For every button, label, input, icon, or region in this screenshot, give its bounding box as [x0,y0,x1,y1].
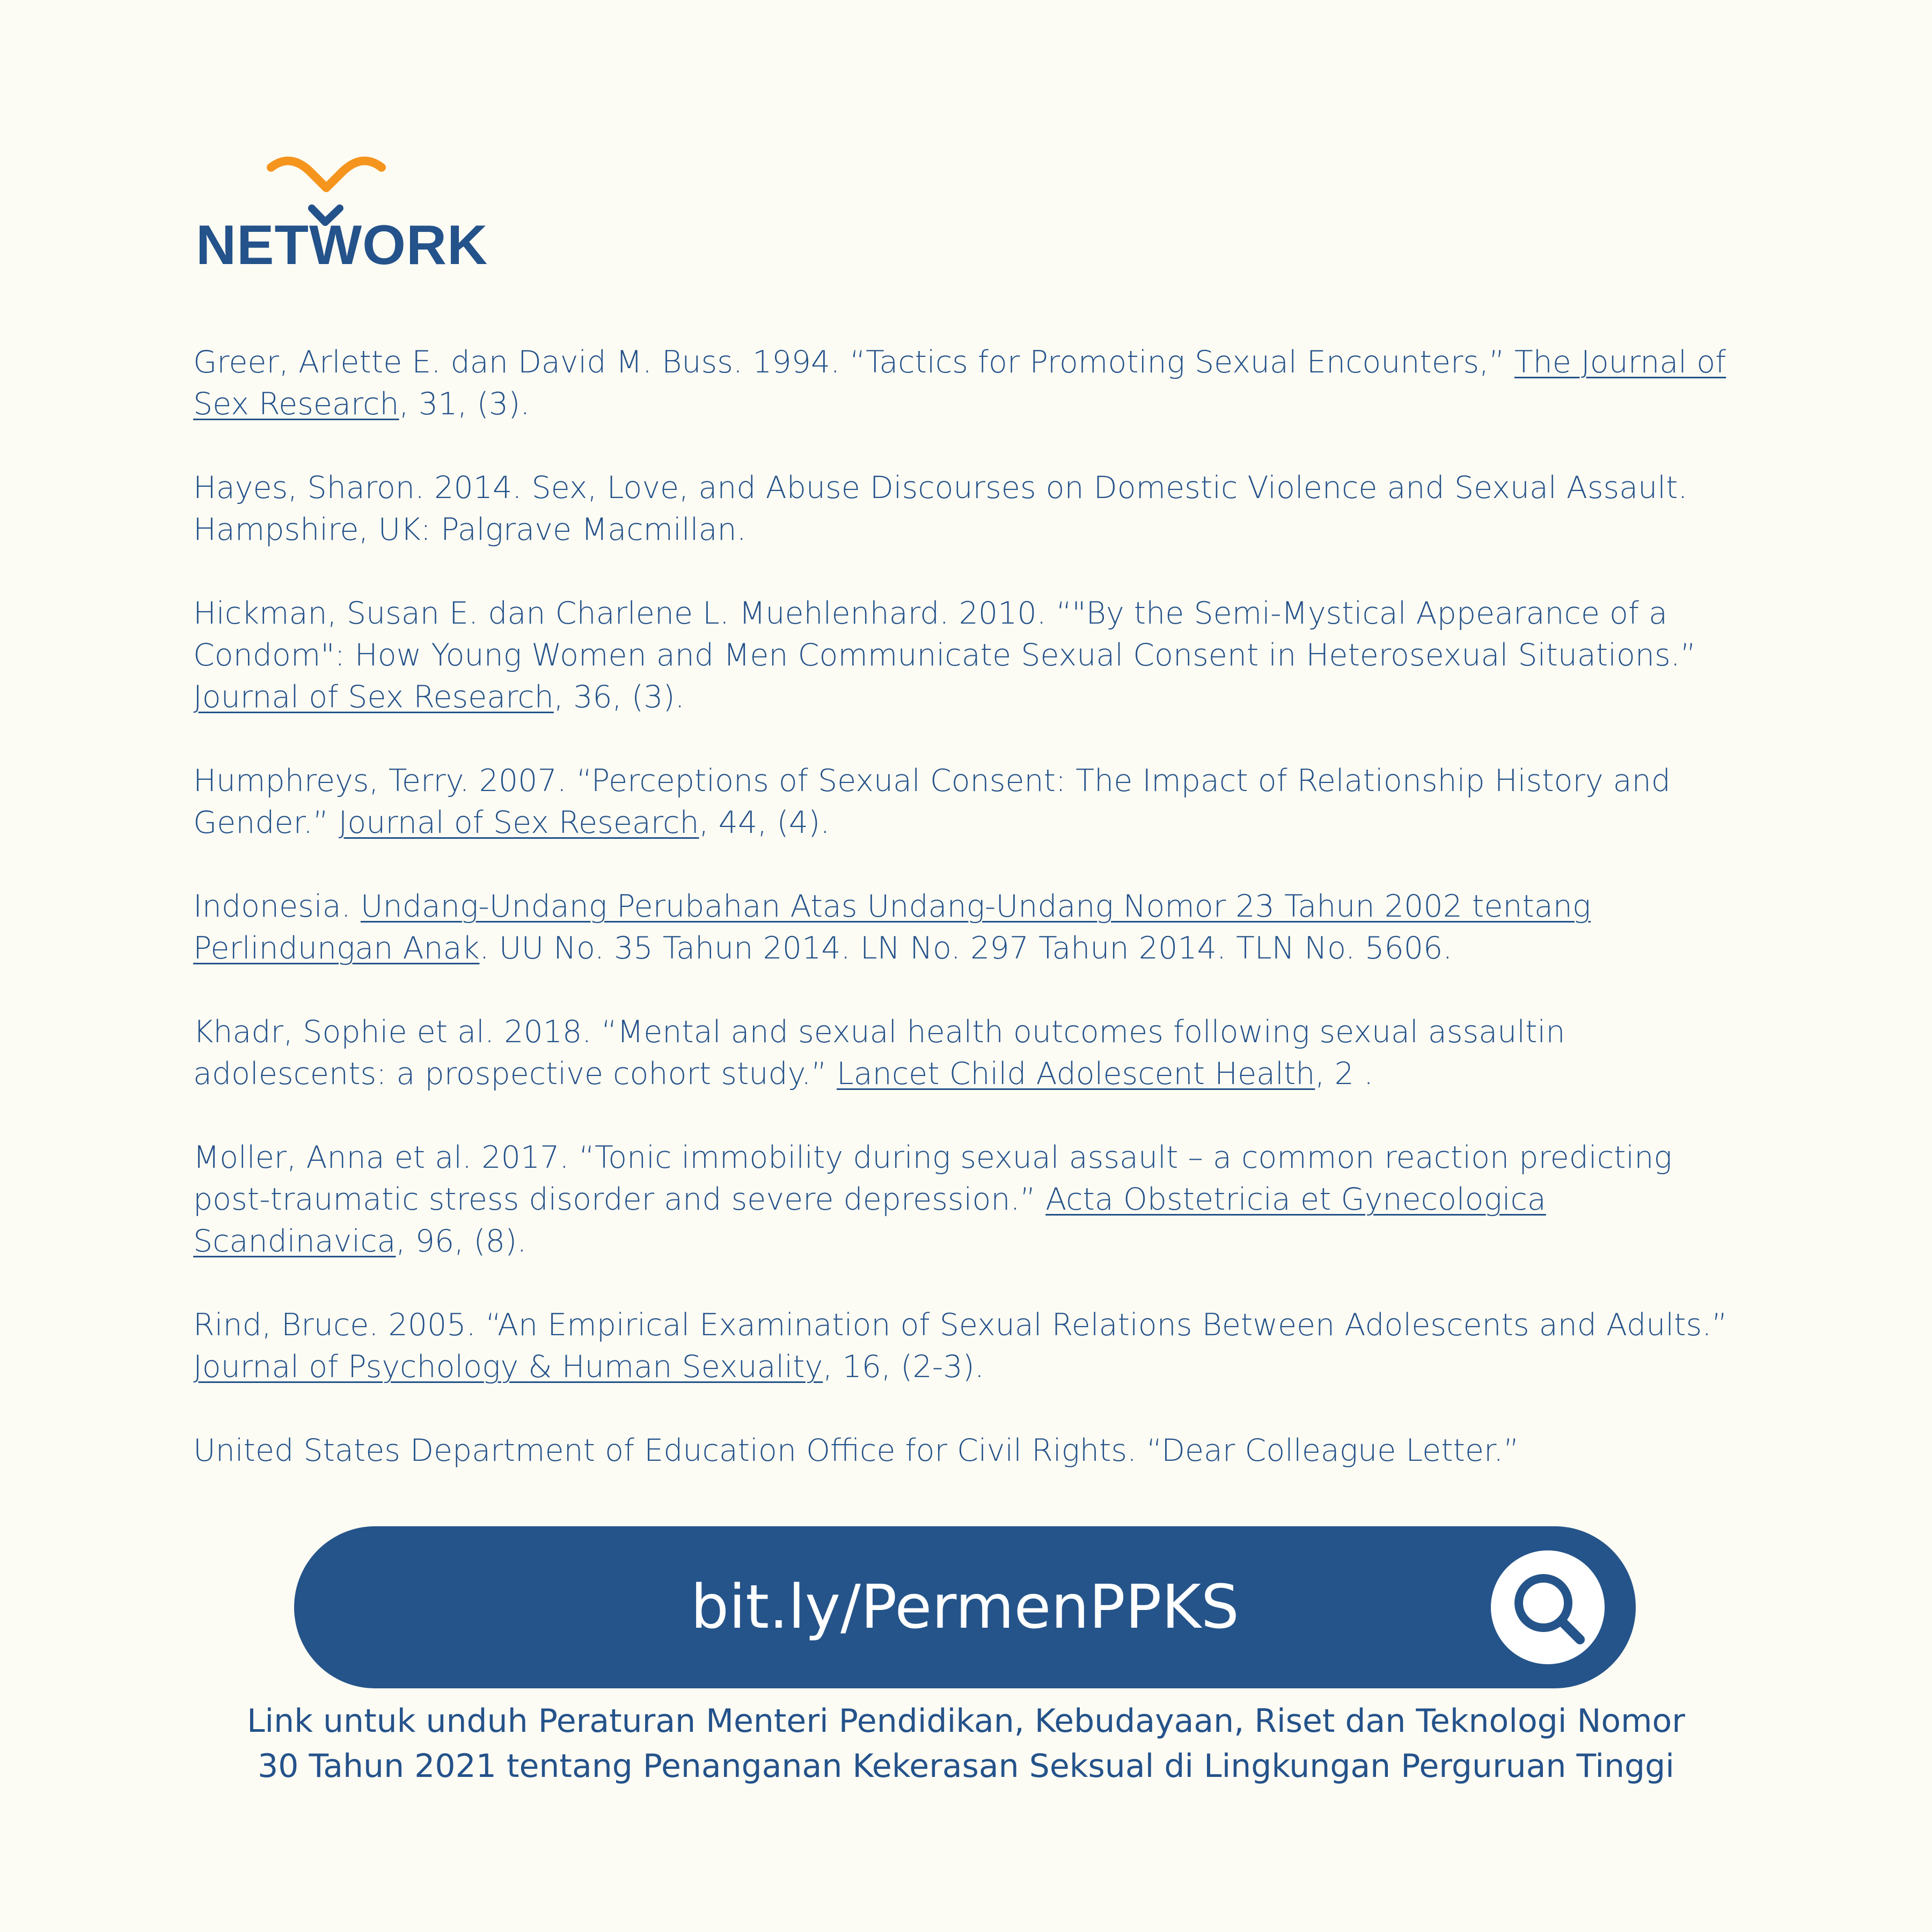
reference-item: Hickman, Susan E. dan Charlene L. Muehlenhard. 2010. “"By the Semi-Mystical Appearance of a Condom": How Young Women and Men Communicate Sexual Consent in Heterosexual Situations.” Journal of Sex Research, 36, (3). [193,596,1696,715]
brand-name: NETWORK [196,214,488,276]
reference-item: Indonesia. Undang-Undang Perubahan Atas Undang-Undang Nomor 23 Tahun 2002 tentang Perlindungan Anak. UU No. 35 Tahun 2014. LN No. 297 Tahun 2014. TLN No. 5606. [193,889,1591,966]
reference-title-link[interactable]: Undang-Undang Perubahan Atas Undang-Undang Nomor 23 Tahun 2002 tentang Perlindungan Anak [193,889,1591,966]
search-button[interactable] [1491,1550,1605,1664]
caption-line: Link untuk unduh Peraturan Menteri Pendidikan, Kebudayaan, Riset dan Teknologi Nomor [247,1702,1685,1740]
reference-title-link[interactable]: Acta Obstetricia et Gynecologica Scandinavica [193,1182,1546,1259]
reference-item: Rind, Bruce. 2005. “An Empirical Examination of Sexual Relations Between Adolescents and Adults.” Journal of Psychology & Human Sexuality, 16, (2-3). [193,1307,1728,1385]
reference-title-link[interactable]: Journal of Sex Research [193,679,554,715]
reference-item: United States Department of Education Office for Civil Rights. “Dear Colleague Letter.” [193,1433,1519,1468]
caption-line: 30 Tahun 2021 tentang Penanganan Kekerasan Seksual di Lingkungan Perguruan Tinggi [258,1747,1674,1785]
link-url[interactable]: bit.ly/PermenPPKS [691,1572,1239,1642]
reference-list [193,341,1750,1513]
reference-item: Hayes, Sharon. 2014. Sex, Love, and Abuse Discourses on Domestic Violence and Sexual Assault. Hampshire, UK: Palgrave Macmillan. [193,470,1688,547]
reference-item: Khadr, Sophie et al. 2018. “Mental and sexual health outcomes following sexual assaultin adolescents: a prospective cohort study.” Lancet Child Adolescent Health, 2 . [193,1014,1565,1092]
reference-item: Humphreys, Terry. 2007. “Perceptions of Sexual Consent: The Impact of Relationship History and Gender.” Journal of Sex Research, 44, (4). [193,763,1671,840]
link-search-bar[interactable] [294,1526,1636,1688]
brand-logo [196,156,488,279]
reference-title-link[interactable]: Lancet Child Adolescent Health [837,1056,1315,1092]
reference-title-link[interactable]: The Journal of Sex Research [193,345,1726,422]
reference-title-link[interactable]: Journal of Psychology & Human Sexuality [193,1349,823,1385]
reference-item: Moller, Anna et al. 2017. “Tonic immobility during sexual assault – a common reaction predicting post-traumatic stress disorder and severe depression.” Acta Obstetricia et Gynecologica Scandinavica, 96, (8). [193,1140,1672,1259]
search-icon [1491,1550,1605,1664]
download-caption [215,1699,1717,1789]
reference-title-link[interactable]: Journal of Sex Research [338,805,699,840]
reference-item: Greer, Arlette E. dan David M. Buss. 1994. “Tactics for Promoting Sexual Encounters,” The Journal of Sex Research, 31, (3). [193,345,1726,422]
